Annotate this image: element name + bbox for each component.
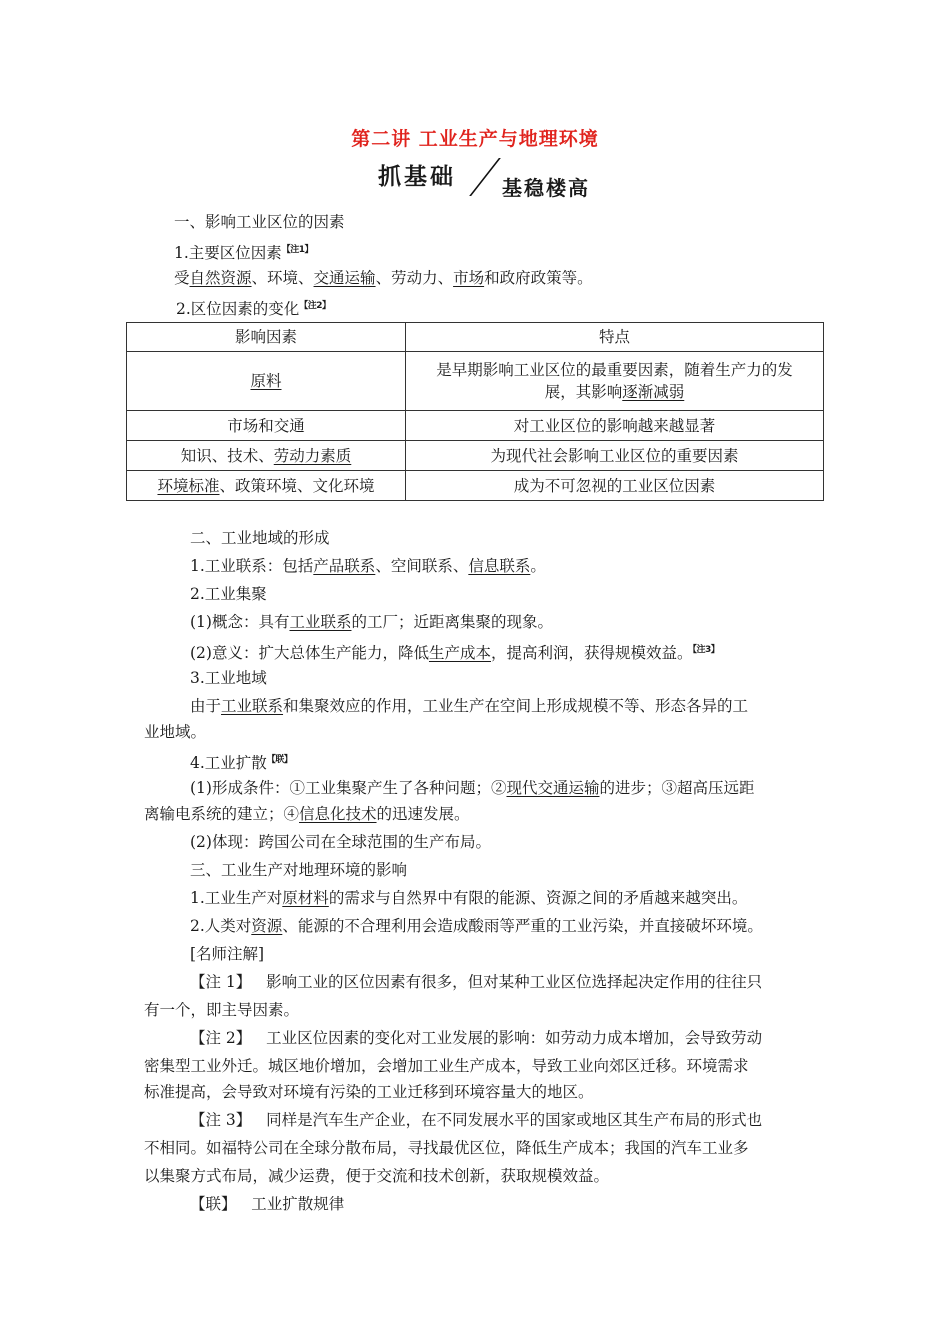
table-cell: 环境标准、政策环境、文化环境 xyxy=(127,471,406,501)
s2-line: 3.工业地域 xyxy=(190,669,267,687)
page-title: 第二讲 工业生产与地理环境 xyxy=(351,128,599,150)
s1-item2-label: 2.区位因素的变化 xyxy=(176,300,300,318)
s1-item2 xyxy=(176,296,331,319)
s2-line: 离输电系统的建立；④信息化技术的迅速发展。 xyxy=(144,805,470,823)
note-1-cont: 有一个，即主导因素。 xyxy=(144,1001,300,1019)
s2-line: 由于工业联系和集聚效应的作用，工业生产在空间上形成规模不等、形态各异的工 xyxy=(190,697,749,715)
table-cell: 对工业区位的影响越来越显著 xyxy=(406,411,824,441)
note-lian: 【联】 工业扩散规律 xyxy=(190,1195,345,1213)
table-cell: 知识、技术、劳动力素质 xyxy=(127,441,406,471)
banner-sub: 基稳楼高 xyxy=(502,176,590,200)
s2-line: 业地域。 xyxy=(144,723,207,741)
s2-line: (1)形成条件：①工业集聚产生了各种问题；②现代交通运输的进步；③超高压远距 xyxy=(190,779,755,797)
notes-heading: [名师注解] xyxy=(190,945,265,963)
note-tag: 【注1】 xyxy=(281,245,314,255)
section-banner xyxy=(378,158,638,202)
s1-item1-label: 1.主要区位因素 xyxy=(174,244,282,262)
table-row xyxy=(127,411,824,441)
table-cell: 是早期影响工业区位的最重要因素，随着生产力的发 展，其影响逐渐减弱 xyxy=(406,352,824,411)
s3-line: 2.人类对资源、能源的不合理利用会造成酸雨等严重的工业污染，并直接破坏环境。 xyxy=(190,917,763,935)
s2-line: (2)意义：扩大总体生产能力，降低生产成本，提高利润，获得规模效益。$^{【注3】}$ xyxy=(190,644,720,662)
note-tag: 【联】 xyxy=(266,755,293,765)
note-1: 【注 1】 影响工业的区位因素有很多，但对某种工业区位选择起决定作用的往往只 xyxy=(190,973,763,991)
section2-heading: 二、工业地域的形成 xyxy=(190,529,330,547)
table-header-row xyxy=(127,323,824,352)
note-3-cont: 不相同。如福特公司在全球分散布局，寻找最优区位，降低生产成本；我国的汽车工业多 xyxy=(144,1139,749,1157)
table-row xyxy=(127,471,824,501)
table-header: 影响因素 xyxy=(127,323,406,352)
note-tag: 【注3】 xyxy=(692,645,720,655)
table-row xyxy=(127,441,824,471)
section3-heading: 三、工业生产对地理环境的影响 xyxy=(190,861,408,879)
s1-item1-text: 受自然资源、环境、交通运输、劳动力、市场和政府政策等。 xyxy=(174,269,593,287)
s2-line: (2)体现：跨国公司在全球范围的生产布局。 xyxy=(190,833,491,851)
s2-line: 1.工业联系：包括产品联系、空间联系、信息联系。 xyxy=(190,557,546,575)
note-3-cont: 以集聚方式布局，减少运费，便于交流和技术创新，获取规模效益。 xyxy=(144,1167,610,1185)
table-cell: 市场和交通 xyxy=(127,411,406,441)
s2-line: 4.工业扩散$^{【联】}$ xyxy=(190,754,293,772)
table-cell: 原料 xyxy=(127,352,406,411)
table-cell: 成为不可忽视的工业区位因素 xyxy=(406,471,824,501)
note-2-cont: 标准提高，会导致对环境有污染的工业迁移到环境容量大的地区。 xyxy=(144,1083,594,1101)
s2-line: 2.工业集聚 xyxy=(190,585,267,603)
note-tag: 【注2】 xyxy=(299,301,331,311)
s3-line: 1.工业生产对原材料的需求与自然界中有限的能源、资源之间的矛盾越来越突出。 xyxy=(190,889,748,907)
banner-main: 抓基础 xyxy=(378,164,456,190)
banner-divider xyxy=(469,158,501,196)
note-2: 【注 2】 工业区位因素的变化对工业发展的影响：如劳动力成本增加，会导致劳动 xyxy=(190,1029,763,1047)
table-cell: 为现代社会影响工业区位的重要因素 xyxy=(406,441,824,471)
factor-table xyxy=(126,322,824,501)
section1-heading: 一、影响工业区位的因素 xyxy=(174,213,345,231)
table-header: 特点 xyxy=(406,323,824,352)
note-2-cont: 密集型工业外迁。城区地价增加，会增加工业生产成本，导致工业向郊区迁移。环境需求 xyxy=(144,1057,749,1075)
note-3: 【注 3】 同样是汽车生产企业，在不同发展水平的国家或地区其生产布局的形式也 xyxy=(190,1111,763,1129)
table-row xyxy=(127,352,824,411)
s1-item1 xyxy=(174,240,313,263)
s2-line: (1)概念：具有工业联系的工厂；近距离集聚的现象。 xyxy=(190,613,553,631)
